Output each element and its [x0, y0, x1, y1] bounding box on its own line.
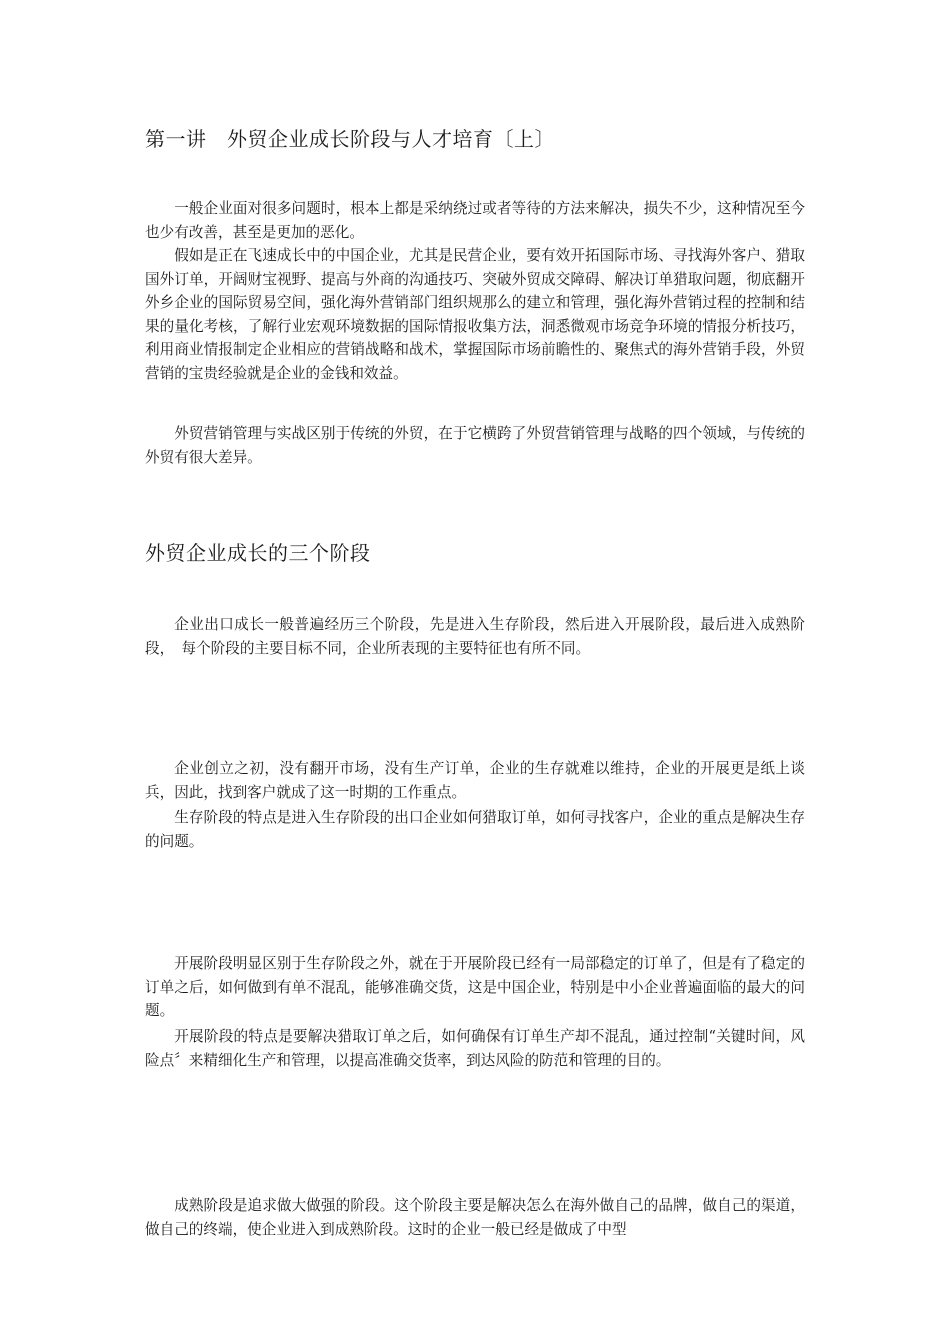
development-stage-paragraph-2: 开展阶段的特点是要解决猎取订单之后，如何确保有订单生产却不混乱，通过控制“关键时间，风险点〞来精细化生产和管理，以提高准确交货率，到达风险的防范和管理的目的。	[145, 1028, 805, 1069]
intro-paragraph-3: 外贸营销管理与实战区别于传统的外贸，在于它横跨了外贸营销管理与战略的四个领域，与传统的外贸有很大差异。	[145, 425, 805, 466]
intro-paragraph-1: 一般企业面对很多问题时，根本上都是采纳绕过或者等待的方法来解决，损失不少，这种情况至今也少有改善，甚至是更加的恶化。	[145, 200, 805, 241]
maturity-stage-paragraph: 成熟阶段是追求做大做强的阶段。这个阶段主要是解决怎么在海外做自己的品牌，做自己的渠道，做自己的终端，使企业进入到成熟阶段。这时的企业一般已经是做成了中型	[145, 1197, 805, 1238]
intro-paragraph-2: 假如是正在飞速成长中的中国企业，尤其是民营企业，要有效开拓国际市场、寻找海外客户、猎取国外订单，开阔财宝视野、提高与外商的沟通技巧、突破外贸成交障碍、解决订单猎取问题，彻底翻开外乡企业的国际贸易空间，强化海外营销部门组织规那么的建立和管理，强化海外营销过程的控制和结果的量化考核，了解行业宏观环境数据的国际情报收集方法，洞悉微观市场竞争环境的情报分析技巧，利用商业情报制定企业相应的营销战略和战术，掌握国际市场前瞻性的、聚焦式的海外营销手段，外贸营销的宝贵经验就是企业的金钱和效益。	[145, 247, 805, 382]
survival-stage-paragraph-1: 企业创立之初，没有翻开市场，没有生产订单，企业的生存就难以维持，企业的开展更是纸上谈兵，因此，找到客户就成了这一时期的工作重点。	[145, 760, 805, 801]
section-title: 外贸企业成长的三个阶段	[145, 541, 371, 565]
stages-overview-paragraph: 企业出口成长一般普遍经历三个阶段，先是进入生存阶段，然后进入开展阶段，最后进入成熟阶段， 每个阶段的主要目标不同，企业所表现的主要特征也有所不同。	[145, 616, 805, 657]
survival-stage-paragraph-2: 生存阶段的特点是进入生存阶段的出口企业如何猎取订单，如何寻找客户，企业的重点是解决生存的问题。	[145, 809, 805, 850]
lecture-title: 第一讲 外贸企业成长阶段与人才培育〔上〕	[145, 127, 555, 151]
development-stage-paragraph-1: 开展阶段明显区别于生存阶段之外，就在于开展阶段已经有一局部稳定的订单了，但是有了稳定的订单之后，如何做到有单不混乱，能够准确交货，这是中国企业，特别是中小企业普遍面临的最大的问题。	[145, 955, 805, 1019]
